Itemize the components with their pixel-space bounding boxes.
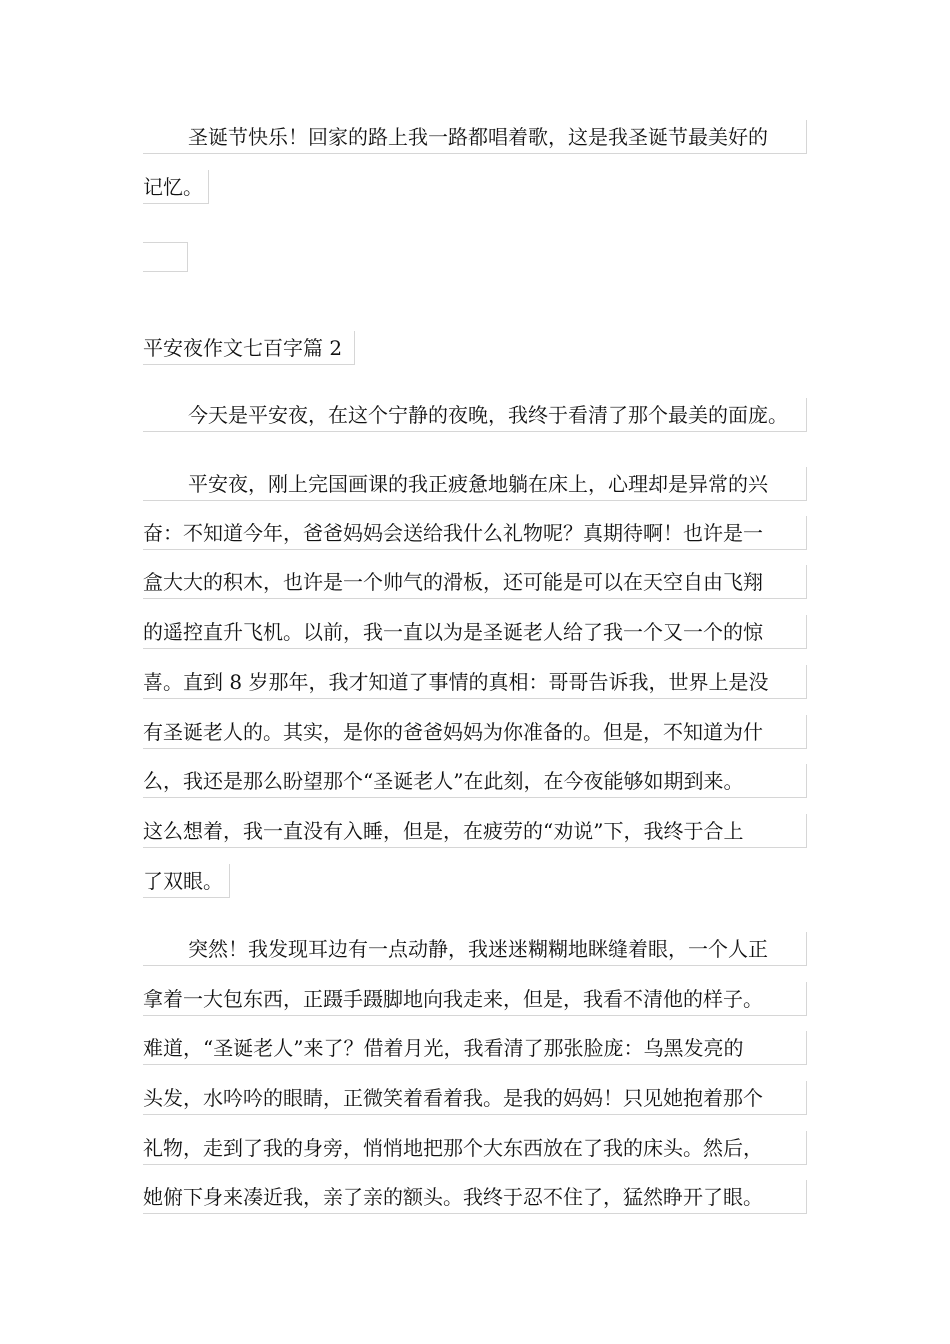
para3-line-4: 的遥控直升飞机。以前，我一直以为是圣诞老人给了我一个又一个的惊: [143, 615, 807, 649]
para4-line-1: 突然！我发现耳边有一点动静，我迷迷糊糊地眯缝着眼，一个人正: [143, 932, 807, 966]
para4-line-2: 拿着一大包东西，正蹑手蹑脚地向我走来，但是，我看不清他的样子。: [143, 982, 807, 1016]
para2-line-1: 今天是平安夜，在这个宁静的夜晚，我终于看清了那个最美的面庞。: [143, 398, 807, 432]
para3-line-9: 了双眼。: [143, 864, 230, 898]
para3-line-6: 有圣诞老人的。其实，是你的爸爸妈妈为你准备的。但是，不知道为什: [143, 715, 807, 749]
section-heading: 平安夜作文七百字篇 2: [143, 331, 355, 365]
empty-line-box: [143, 242, 188, 272]
para4-line-4: 头发，水吟吟的眼睛，正微笑着看着我。是我的妈妈！只见她抱着那个: [143, 1081, 807, 1115]
para3-line-2: 奋：不知道今年，爸爸妈妈会送给我什么礼物呢？真期待啊！也许是一: [143, 516, 807, 550]
para4-line-5: 礼物，走到了我的身旁，悄悄地把那个大东西放在了我的床头。然后，: [143, 1131, 807, 1165]
para3-line-1: 平安夜，刚上完国画课的我正疲惫地躺在床上，心理却是异常的兴: [143, 467, 807, 501]
para3-line-3: 盒大大的积木，也许是一个帅气的滑板，还可能是可以在天空自由飞翔: [143, 565, 807, 599]
para4-line-6: 她俯下身来凑近我，亲了亲的额头。我终于忍不住了，猛然睁开了眼。: [143, 1180, 807, 1214]
para4-line-3: 难道，“圣诞老人”来了？借着月光，我看清了那张脸庞：乌黑发亮的: [143, 1031, 807, 1065]
para3-line-5: 喜。直到 8 岁那年，我才知道了事情的真相：哥哥告诉我，世界上是没: [143, 665, 807, 699]
para3-line-7: 么，我还是那么盼望那个“圣诞老人”在此刻，在今夜能够如期到来。: [143, 764, 807, 798]
para3-line-8: 这么想着，我一直没有入睡，但是，在疲劳的“劝说”下，我终于合上: [143, 814, 807, 848]
para1-line-2: 记忆。: [143, 170, 209, 204]
para1-line-1: 圣诞节快乐！回家的路上我一路都唱着歌，这是我圣诞节最美好的: [143, 120, 807, 154]
